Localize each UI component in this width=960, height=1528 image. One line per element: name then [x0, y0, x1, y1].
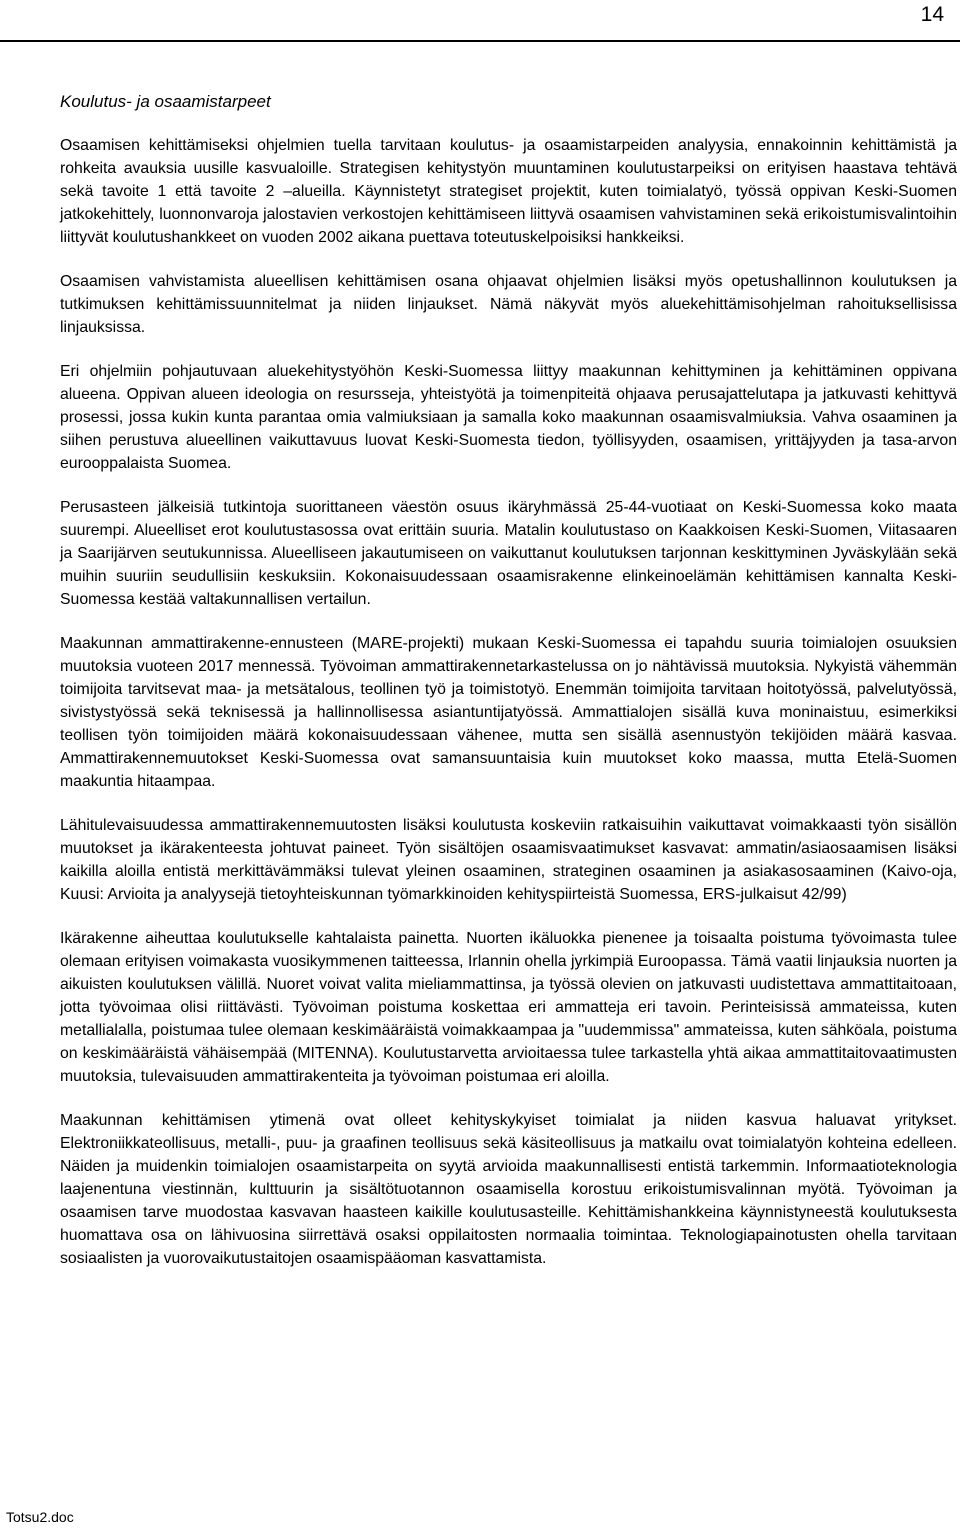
section-heading: Koulutus- ja osaamistarpeet	[60, 92, 271, 111]
paragraph-6: Lähitulevaisuudessa ammattirakennemuutosten lisäksi koulutusta koskeviin ratkaisuihin vaikuttavat voimakkaasti työn sisällön muutokset ja ikärakenteesta johtuvat paineet. Työn sisältöjen osaamisvaatimukset kasvavat: ammatin/asiaosaamisen lisäksi kaikilla aloilla entistä merkittävämmäksi tulevat yleinen osaaminen, strateginen osaaminen ja asiakasosaaminen (Kaivo-oja, Kuusi: Arvioita ja analyysejä tietoyhteiskunnan työmarkkinoiden kehityspiirteistä Suomessa, ERS-julkaisut 42/99)	[60, 817, 957, 903]
paragraph-8: Maakunnan kehittämisen ytimenä ovat olleet kehityskykyiset toimialat ja niiden kasvua haluavat yritykset. Elektroniikkateollisuus, metalli-, puu- ja graafinen teollisuus sekä käsiteollisuus ja matkailu ovat toimialatyön kohteina edelleen. Näiden ja muidenkin toimialojen osaamistarpeita on syytä arvioida maakunnallisesti entistä tarkemmin. Informaatioteknologia laajenentuna viestinnän, kulttuurin ja sisältötuotannon osaamisella korostuu erikoistumisvalinnan myötä. Työvoiman ja osaamisen tarve muodostaa kasvavan haasteen kaikille koulutusasteille. Kehittämishankkeina käynnistyneestä koulutuksesta huomattava osa on lähivuosina siirrettävä osaksi oppilaitosten normaalia toimintaa. Teknologiapainotusten ohella tarvitaan sosiaalisten ja vuorovaikutustaitojen osaamispääoman kasvattamista.	[60, 1112, 957, 1267]
paragraph-7: Ikärakenne aiheuttaa koulutukselle kahtalaista painetta. Nuorten ikäluokka pienenee ja toisaalta poistuma työvoimasta tulee olemaan erityisen voimakasta vuosikymmenen taitteessa, Irlannin ohella jyrkimpiä Euroopassa. Tämä vaatii linjauksia nuorten ja aikuisten koulutuksen välillä. Nuoret voivat valita mieliammattinsa, ja työssä olevien on jatkuvasti uudistettava ammattitaitoaan, jotta työvoimaa olisi riittävästi. Työvoiman poistuma koskettaa eri ammatteja eri tavoin. Perinteisissä ammateissa, kuten metallialalla, poistumaa tulee olemaan keskimääräistä voimakkaampaa ja "uudemmissa" ammateissa, kuten sähköala, poistuma on keskimääräistä vähäisempää (MITENNA). Koulutustarvetta arvioitaessa tulee tarkastella yhtä aikaa ammattitaitovaatimusten muutoksia, tulevaisuuden ammattirakenteita ja työvoiman poistumaa eri aloilla.	[60, 930, 957, 1085]
document-body	[60, 90, 957, 1291]
paragraph-2: Osaamisen vahvistamista alueellisen kehittämisen osana ohjaavat ohjelmien lisäksi myös opetushallinnon koulutuksen ja tutkimuksen kehittämissuunnitelmat ja niiden linjaukset. Nämä näkyvät myös aluekehittämisohjelman rahoituksellisissa linjauksissa.	[60, 273, 957, 336]
paragraph-1: Osaamisen kehittämiseksi ohjelmien tuella tarvitaan koulutus- ja osaamistarpeiden analyysia, ennakoinnin kehittämistä ja rohkeita avauksia uusille kasvualoille. Strategisen kehitystyön muuntaminen koulutustarpeiksi on erityisen haastava tehtävä sekä tavoite 1 että tavoite 2 –alueilla. Käynnistetyt strategiset projektit, kuten toimialatyö, työssä oppivan Keski-Suomen jatkokehittely, luonnonvaroja jalostavien verkostojen kehittämiseen liittyvä osaamisen vahvistaminen sekä erikoistumisvalintoihin liittyvät koulutushankkeet on vuoden 2002 aikana puettava toteutuskelpoisiksi hankkeiksi.	[60, 137, 957, 246]
footer-filename: Totsu2.doc	[6, 1509, 74, 1525]
paragraph-4: Perusasteen jälkeisiä tutkintoja suorittaneen väestön osuus ikäryhmässä 25-44-vuotiaat on Keski-Suomessa koko maata suurempi. Alueelliset erot koulutustasossa ovat erittäin suuria. Matalin koulutustaso on Kaakkoisen Keski-Suomen, Viitasaaren ja Saarijärven seutukunnissa. Alueelliseen jakautumiseen on vaikuttanut koulutuksen tarjonnan keskittyminen Jyväskylään sekä muihin suuriin seudullisiin keskuksiin. Kokonaisuudessaan osaamisrakenne elinkeinoelämän kehittämisen kannalta Keski-Suomessa kestää valtakunnallisen vertailun.	[60, 499, 957, 608]
paragraph-5: Maakunnan ammattirakenne-ennusteen (MARE-projekti) mukaan Keski-Suomessa ei tapahdu suuria toimialojen osuuksien muutoksia vuoteen 2017 mennessä. Työvoiman ammattirakennetarkastelussa on jo nähtävissä muutoksia. Nykyistä vähemmän toimijoita tarvitsevat maa- ja metsätalous, teollinen työ ja toimistotyö. Enemmän toimijoita tarvitaan hoitotyössä, palvelutyössä, sivistystyössä sekä teknisessä ja hallinnollisessa asiantuntijatyössä. Ammattialojen sisällä kuva moninaistuu, esimerkiksi teollisen työn toimijoiden määrä kokonaisuudessaan vähenee, mutta sen sisällä asennustyön tekijöiden määrä kasvaa. Ammattirakennemuutokset Keski-Suomessa ovat samansuuntaisia kuin muutokset koko maassa, mutta Etelä-Suomen maakuntia hitaampaa.	[60, 635, 957, 790]
header-rule	[0, 40, 960, 42]
paragraph-3: Eri ohjelmiin pohjautuvaan aluekehitystyöhön Keski-Suomessa liittyy maakunnan kehittyminen ja kehittäminen oppivana alueena. Oppivan alueen ideologia on resursseja, yhteistyötä ja toimenpiteitä ohjaava perusajattelutapa ja jatkuvasti kehittyvä prosessi, jossa kukin kunta parantaa omia valmiuksiaan ja samalla koko maakunnan osaamisvalmiuksia. Vahva osaaminen ja siihen perustuva alueellinen vaikuttavuus luovat Keski-Suomesta tiedon, työllisyyden, osaamisen, yrittäjyyden ja tasa-arvon eurooppalaista Suomea.	[60, 363, 957, 472]
page-number: 14	[920, 3, 944, 26]
